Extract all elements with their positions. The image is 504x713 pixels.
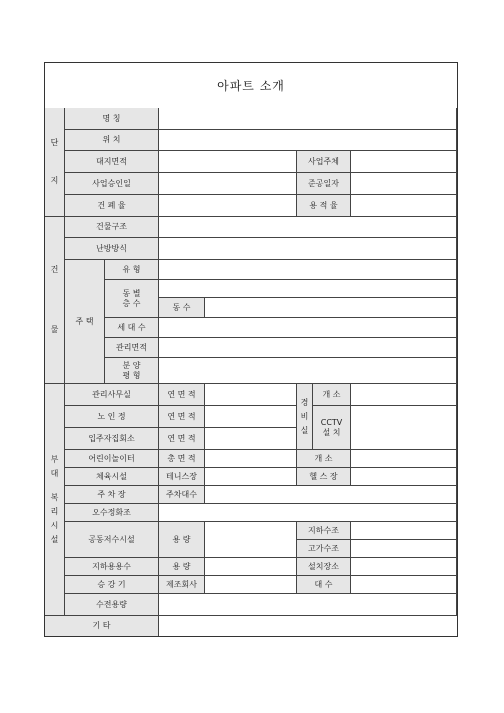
label-cctv: CCTV 설 치	[313, 406, 351, 450]
input-septic-tank[interactable]	[159, 504, 457, 522]
label-gross-area: 총 면 적	[159, 450, 205, 468]
input-site-area[interactable]	[159, 151, 297, 173]
label-sale-size: 분 양 평 형	[105, 358, 159, 384]
label-building-count: 동 수	[159, 298, 205, 318]
section-char: 부	[50, 454, 59, 464]
label-parking-count: 주차대수	[159, 486, 205, 504]
input-managed-area[interactable]	[159, 338, 457, 358]
section-label-geonmul	[45, 217, 65, 384]
input-floors-by-building[interactable]	[159, 280, 457, 298]
apartment-intro-form	[44, 62, 458, 637]
input-developer[interactable]	[351, 151, 457, 173]
label-manufacturer: 제조회사	[159, 576, 205, 594]
label-completion-date: 준공일자	[297, 173, 351, 195]
input-fitness[interactable]	[351, 468, 457, 486]
label-senior-center: 노 인 정	[65, 406, 159, 428]
guard-char: 실	[300, 425, 309, 435]
label-unit-count: 대 수	[297, 576, 351, 594]
label-site-area: 대지면적	[65, 151, 159, 173]
label-management-office: 관리사무실	[65, 384, 159, 406]
label-water-storage: 공동저수시설	[65, 522, 159, 558]
label-total-area-3: 연 면 적	[159, 428, 205, 450]
form-title: 아파트 소개	[217, 79, 285, 93]
section-label-danji	[45, 108, 65, 217]
label-power-capacity: 수전용량	[65, 594, 159, 616]
input-completion-date[interactable]	[351, 173, 457, 195]
input-install-location[interactable]	[351, 558, 457, 576]
label-location: 위 치	[65, 130, 159, 151]
input-floor-area-ratio[interactable]	[351, 195, 457, 217]
input-groundwater-capacity[interactable]	[205, 558, 297, 576]
label-developer: 사업주체	[297, 151, 351, 173]
label-elevator: 승 강 기	[65, 576, 159, 594]
label-fitness: 헬 스 장	[297, 468, 351, 486]
input-location[interactable]	[159, 130, 457, 151]
section-char: 건	[50, 265, 59, 274]
label-guard-count: 개 소	[313, 384, 351, 406]
label-housing: 주 택	[65, 260, 105, 384]
section-char: 대	[50, 468, 59, 478]
input-senior-center-area[interactable]	[205, 406, 297, 428]
label-capacity-2: 용 량	[159, 558, 205, 576]
section-char: 설	[50, 534, 59, 544]
guard-char: 비	[300, 411, 309, 421]
label-groundwater: 지하용용수	[65, 558, 159, 576]
label-guard-room	[297, 384, 313, 450]
label-parking: 주 차 장	[65, 486, 159, 504]
section-char: 시	[50, 520, 59, 530]
input-name[interactable]	[159, 108, 457, 130]
section-label-budae	[45, 384, 65, 616]
input-unit-count[interactable]	[351, 576, 457, 594]
label-households: 세 대 수	[105, 318, 159, 338]
label-type: 유 형	[105, 260, 159, 280]
label-floors-by-building: 동 별 층 수	[105, 280, 159, 318]
label-etc: 기 타	[45, 616, 159, 636]
label-elevated-tank: 고가수조	[297, 540, 351, 558]
input-management-office-area[interactable]	[205, 384, 297, 406]
input-playground-area[interactable]	[205, 450, 297, 468]
input-tennis-court[interactable]	[205, 468, 297, 486]
label-install-location: 설치장소	[297, 558, 351, 576]
input-cctv[interactable]	[351, 406, 457, 450]
section-char: 단	[50, 138, 59, 147]
input-heating[interactable]	[159, 238, 457, 260]
label-structure: 건물구조	[65, 217, 159, 238]
label-residents-hall: 입주자집회소	[65, 428, 159, 450]
label-approval-date: 사업승인일	[65, 173, 159, 195]
input-type[interactable]	[159, 260, 457, 280]
input-residents-hall-area[interactable]	[205, 428, 297, 450]
input-approval-date[interactable]	[159, 173, 297, 195]
section-char: 물	[50, 325, 59, 334]
input-coverage-ratio[interactable]	[159, 195, 297, 217]
label-heating: 난방방식	[65, 238, 159, 260]
input-sale-size[interactable]	[159, 358, 457, 384]
label-playground: 어린이놀이터	[65, 450, 159, 468]
label-capacity-1: 용 량	[159, 522, 205, 558]
label-underground-tank: 지하수조	[297, 522, 351, 540]
input-power-capacity[interactable]	[159, 594, 457, 616]
input-underground-tank[interactable]	[351, 522, 457, 540]
section-char: 복	[50, 492, 59, 502]
input-parking-count[interactable]	[205, 486, 457, 504]
input-guard-count[interactable]	[351, 384, 457, 406]
label-playground-count: 개 소	[297, 450, 351, 468]
input-etc[interactable]	[159, 616, 457, 636]
section-char: 리	[50, 506, 59, 516]
label-name: 명 칭	[65, 108, 159, 130]
label-floor-area-ratio: 용 적 율	[297, 195, 351, 217]
label-managed-area: 관리면적	[105, 338, 159, 358]
label-sports-facility: 체육시설	[65, 468, 159, 486]
label-total-area-1: 연 면 적	[159, 384, 205, 406]
section-char: 지	[50, 176, 59, 185]
label-coverage-ratio: 건 폐 율	[65, 195, 159, 217]
guard-char: 경	[300, 397, 309, 407]
input-building-count[interactable]	[205, 298, 457, 318]
input-playground-count[interactable]	[351, 450, 457, 468]
label-tennis-court: 테니스장	[159, 468, 205, 486]
label-total-area-2: 연 면 적	[159, 406, 205, 428]
label-septic-tank: 오수정화조	[65, 504, 159, 522]
input-elevated-tank[interactable]	[351, 540, 457, 558]
input-households[interactable]	[159, 318, 457, 338]
input-structure[interactable]	[159, 217, 457, 238]
input-water-storage-capacity[interactable]	[205, 522, 297, 558]
input-manufacturer[interactable]	[205, 576, 297, 594]
